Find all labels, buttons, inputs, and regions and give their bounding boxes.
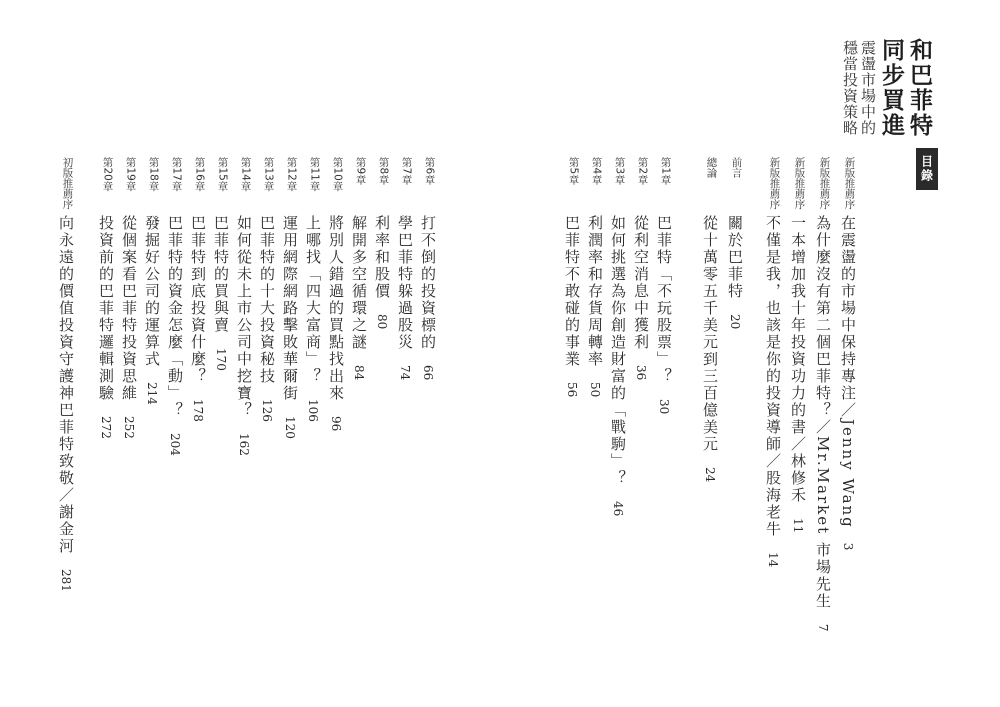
entry-label: 第13章 — [262, 157, 275, 192]
toc-entry[interactable] — [727, 157, 749, 677]
entry-page: 14 — [766, 552, 780, 568]
entry-title: 打不倒的投資標的66 — [419, 215, 437, 381]
toc-entry[interactable] — [121, 157, 143, 677]
entry-label: 第17章 — [170, 157, 183, 192]
entry-label: 新版推薦序 — [843, 157, 856, 210]
entry-page: 74 — [398, 365, 412, 381]
toc-entry[interactable] — [587, 157, 609, 677]
entry-label: 第8章 — [377, 157, 390, 185]
entry-page: 120 — [283, 416, 297, 439]
entry-page: 204 — [168, 433, 182, 456]
toc-entry[interactable] — [167, 157, 189, 677]
entry-page: 56 — [565, 382, 579, 398]
toc-entry[interactable] — [282, 157, 304, 677]
entry-page: 30 — [657, 399, 671, 415]
entry-label: 第20章 — [101, 157, 114, 192]
entry-page: 20 — [728, 314, 742, 330]
toc-entry[interactable] — [58, 157, 80, 677]
entry-title: 巴菲特到底投資什麼？178 — [189, 215, 207, 422]
book-subtitle-line1: 震盪市場中的 — [859, 40, 877, 136]
entry-label: 新版推薦序 — [818, 157, 831, 210]
entry-page: 281 — [59, 569, 73, 592]
entry-title: 運用網際網路擊敗華爾街120 — [281, 215, 299, 439]
entry-title: 投資前的巴菲特邏輯測驗272 — [97, 215, 115, 439]
entry-title: 為什麼沒有第二個巴菲特？／Mr.Market 市場先生7 — [814, 215, 832, 632]
toc-entry[interactable] — [374, 157, 396, 677]
entry-title: 巴菲特的十大投資秘技126 — [258, 215, 276, 422]
entry-label: 第14章 — [239, 157, 252, 192]
entry-label: 第3章 — [613, 157, 626, 185]
entry-title: 巴菲特的買與賣170 — [212, 215, 230, 371]
toc-entry[interactable] — [305, 157, 327, 677]
entry-label: 第2章 — [636, 157, 649, 185]
toc-entry[interactable] — [236, 157, 258, 677]
entry-label: 第6章 — [423, 157, 436, 185]
toc-entry[interactable] — [633, 157, 655, 677]
book-title-line1: 和巴菲特 — [906, 38, 933, 138]
entry-label: 新版推薦序 — [768, 157, 781, 210]
toc-entry[interactable] — [815, 157, 837, 677]
entry-title: 如何從未上市公司中挖寶？162 — [235, 215, 253, 456]
entry-title: 解開多空循環之謎84 — [350, 215, 368, 381]
toc-entry[interactable] — [144, 157, 166, 677]
entry-label: 總論 — [705, 157, 718, 178]
entry-label: 第12章 — [285, 157, 298, 192]
entry-label: 初版推薦序 — [61, 157, 74, 210]
entry-label: 前言 — [730, 157, 743, 178]
entry-page: 126 — [260, 399, 274, 422]
entry-page: 3 — [841, 542, 855, 551]
entry-label: 第15章 — [216, 157, 229, 192]
entry-title: 向永遠的價值投資守護神巴菲特致敬／謝金河281 — [57, 215, 75, 592]
entry-title: 從利空消息中獲利36 — [632, 215, 650, 381]
entry-page: 24 — [703, 467, 717, 483]
entry-page: 7 — [816, 623, 830, 632]
entry-page: 96 — [329, 416, 343, 432]
entry-page: 80 — [375, 314, 389, 330]
toc-entry[interactable] — [98, 157, 120, 677]
toc-entry[interactable] — [840, 157, 862, 677]
entry-page: 170 — [214, 348, 228, 371]
entry-page: 106 — [306, 399, 320, 422]
entry-page: 272 — [99, 416, 113, 439]
toc-entry[interactable] — [564, 157, 586, 677]
entry-label: 第7章 — [400, 157, 413, 185]
entry-title: 關於巴菲特20 — [726, 215, 744, 330]
entry-page: 11 — [791, 518, 805, 534]
toc-entry[interactable] — [397, 157, 419, 677]
toc-entry[interactable] — [259, 157, 281, 677]
toc-badge: 目錄 — [916, 148, 938, 190]
entry-title: 巴菲特的資金怎麼「動」？204 — [166, 215, 184, 456]
entry-label: 第1章 — [659, 157, 672, 185]
entry-title: 發掘好公司的運算式214 — [143, 215, 161, 405]
book-title-line2: 同步買進 — [878, 38, 905, 138]
entry-page: 36 — [634, 365, 648, 381]
entry-page: 178 — [191, 399, 205, 422]
entry-label: 第18章 — [147, 157, 160, 192]
entry-title: 一本增加我十年投資功力的書／林修禾11 — [789, 215, 807, 534]
entry-title: 利潤率和存貨周轉率50 — [586, 215, 604, 398]
entry-title: 將別人錯過的買點找出來96 — [327, 215, 345, 432]
entry-title: 從十萬零五千美元到三百億美元24 — [701, 215, 719, 483]
entry-page: 214 — [145, 382, 159, 405]
entry-page: 84 — [352, 365, 366, 381]
toc-entry[interactable] — [213, 157, 235, 677]
entry-page: 66 — [421, 365, 435, 381]
entry-page: 50 — [588, 382, 602, 398]
toc-entry[interactable] — [610, 157, 632, 677]
entry-label: 第5章 — [567, 157, 580, 185]
toc-entry[interactable] — [420, 157, 442, 677]
entry-label: 第9章 — [354, 157, 367, 185]
entry-title: 利率和股價80 — [373, 215, 391, 330]
entry-title: 巴菲特「不玩股票」？30 — [655, 215, 673, 415]
entry-title: 學巴菲特躲過股災74 — [396, 215, 414, 381]
toc-entry[interactable] — [765, 157, 787, 677]
entry-title: 在震盪的市場中保持專注／Jenny Wang3 — [839, 215, 857, 551]
book-subtitle-line2: 穩當投資策略 — [841, 40, 859, 136]
entry-title: 巴菲特不敢碰的事業56 — [563, 215, 581, 398]
toc-entry[interactable] — [790, 157, 812, 677]
entry-page: 162 — [237, 433, 251, 456]
entry-title: 不僅是我，也該是你的投資導師／股海老牛14 — [764, 215, 782, 568]
entry-title: 如何挑選為你創造財富的「戰駒」？46 — [609, 215, 627, 517]
toc-entry[interactable] — [328, 157, 350, 677]
entry-label: 第10章 — [331, 157, 344, 192]
entry-page: 46 — [611, 501, 625, 517]
toc-entry[interactable] — [351, 157, 373, 677]
entry-label: 新版推薦序 — [793, 157, 806, 210]
entry-label: 第19章 — [124, 157, 137, 192]
entry-title: 從個案看巴菲特投資思維252 — [120, 215, 138, 439]
entry-label: 第11章 — [308, 157, 321, 192]
toc-entry[interactable] — [190, 157, 212, 677]
toc-entry[interactable] — [656, 157, 678, 677]
entry-page: 252 — [122, 416, 136, 439]
entry-label: 第4章 — [590, 157, 603, 185]
entry-title: 上哪找「四大富商」？106 — [304, 215, 322, 422]
toc-entry[interactable] — [702, 157, 724, 677]
entry-label: 第16章 — [193, 157, 206, 192]
